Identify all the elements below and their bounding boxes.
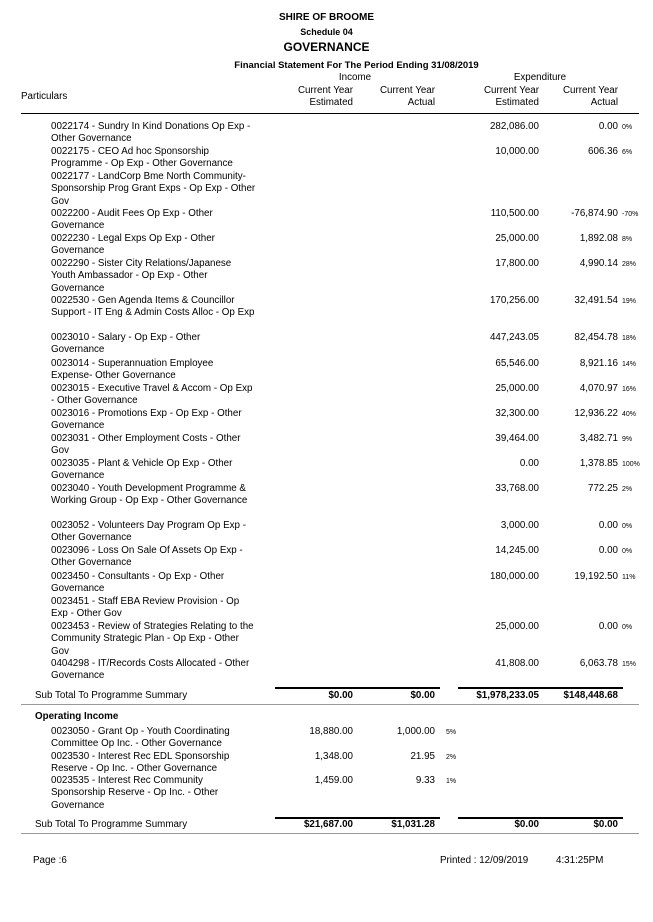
row-description: 0023535 - Interest Rec Community Sponsorship Reserve - Op Inc. - Other Governance [51, 775, 219, 811]
row-description: 0023010 - Salary - Op Exp - Other Governance [51, 332, 201, 356]
row-inc-percent: 2% [446, 754, 457, 761]
header-rule [21, 113, 639, 114]
statement-title: Financial Statement For The Period Ending 31/08/2019 [234, 60, 479, 71]
row-exp-percent: 19% [622, 298, 637, 305]
inc-act-header-1: Current Year [379, 85, 435, 96]
row-exp-actual: 0.00 [598, 520, 618, 531]
row-inc-actual: 9.33 [415, 775, 435, 786]
subtotal1-inc-est: $0.00 [328, 690, 353, 701]
exp-est-header-1: Current Year [483, 85, 539, 96]
row-exp-percent: 40% [622, 411, 637, 418]
row-exp-estimated: 180,000.00 [489, 571, 539, 582]
row-exp-percent: 6% [622, 149, 633, 156]
row-description: 0023031 - Other Employment Costs - Other Gov [51, 433, 241, 457]
row-description: 0023050 - Grant Op - Youth Coordinating Committee Op Inc. - Other Governance [51, 726, 230, 750]
subtotal2-exp-act: $0.00 [593, 819, 618, 830]
row-exp-estimated: 110,500.00 [490, 208, 539, 219]
row-exp-actual: 0.00 [598, 621, 618, 632]
row-exp-actual: 19,192.50 [574, 571, 618, 582]
row-exp-percent: 0% [622, 523, 633, 530]
subtotal1-exp-act: $148,448.68 [563, 690, 618, 701]
income-header: Income [338, 72, 372, 83]
row-exp-percent: 0% [622, 124, 633, 131]
subtotal1-label: Sub Total To Programme Summary [35, 690, 188, 701]
subtotal1-inc-act: $0.00 [410, 690, 435, 701]
subtotal2-inc-act: $1,031.28 [391, 819, 435, 830]
row-exp-actual: 1,892.08 [579, 233, 618, 244]
org-name: SHIRE OF BROOME [278, 12, 374, 23]
row-exp-estimated: 282,086.00 [489, 121, 539, 132]
row-description: 0023015 - Executive Travel & Accom - Op Exp - Other Governance [51, 383, 253, 407]
row-description: 0023052 - Volunteers Day Program Op Exp - Other Governance [51, 520, 246, 544]
subtotal1-expense-rule [458, 687, 623, 689]
row-inc-estimated: 1,459.00 [314, 775, 353, 786]
row-inc-actual: 21.95 [410, 751, 435, 762]
row-exp-estimated: 447,243.05 [489, 332, 539, 343]
subtotal2-label: Sub Total To Programme Summary [35, 819, 188, 830]
row-exp-percent: 0% [622, 624, 633, 631]
row-description: 0022175 - CEO Ad hoc Sponsorship Programme - Op Exp - Other Governance [51, 146, 233, 170]
row-description: 0022174 - Sundry In Kind Donations Op Exp - Other Governance [51, 121, 251, 145]
exp-act-header-2: Actual [590, 97, 618, 108]
row-exp-percent: 15% [622, 661, 637, 668]
row-description: 0023016 - Promotions Exp - Op Exp - Other Governance [51, 408, 242, 432]
subtotal2-exp-est: $0.00 [514, 819, 539, 830]
row-exp-actual: 82,454.78 [574, 332, 618, 343]
expenditure-header: Expenditure [513, 72, 567, 83]
row-description: 0023453 - Review of Strategies Relating to the Community Strategic Plan - Op Exp - Other Gov [51, 621, 254, 657]
row-exp-estimated: 3,000.00 [500, 520, 539, 531]
printed-time: 4:31:25PM [556, 855, 604, 866]
subtotal1-income-rule [275, 687, 440, 689]
row-exp-percent: 8% [622, 236, 633, 243]
row-description: 0023096 - Loss On Sale Of Assets Op Exp - Other Governance [51, 545, 243, 569]
printed-date: Printed : 12/09/2019 [440, 855, 529, 866]
program-title: GOVERNANCE [283, 40, 370, 54]
page-number: Page :6 [33, 855, 67, 866]
inc-est-header-1: Current Year [297, 85, 353, 96]
subtotal2-inc-est: $21,687.00 [303, 819, 353, 830]
subtotal2-rule [21, 833, 639, 834]
row-exp-actual: 32,491.54 [574, 295, 618, 306]
row-exp-actual: 8,921.16 [579, 358, 618, 369]
row-description: 0023530 - Interest Rec EDL Sponsorship Reserve - Op Inc. - Other Governance [51, 751, 230, 775]
row-description: 0022290 - Sister City Relations/Japanese Youth Ambassador - Op Exp - Other Governance [51, 258, 232, 294]
row-exp-estimated: 33,768.00 [495, 483, 539, 494]
row-exp-percent: -70% [622, 211, 639, 218]
row-exp-actual: 772.25 [588, 483, 618, 494]
row-inc-estimated: 1,348.00 [314, 751, 353, 762]
row-description: 0023040 - Youth Development Programme & Working Group - Op Exp - Other Governance [51, 483, 248, 507]
operating-income-heading: Operating Income [35, 711, 119, 722]
row-exp-percent: 18% [622, 335, 637, 342]
row-exp-percent: 11% [622, 574, 636, 581]
exp-act-header-1: Current Year [562, 85, 618, 96]
row-exp-actual: 12,936.22 [574, 408, 618, 419]
row-inc-actual: 1,000.00 [396, 726, 435, 737]
row-exp-actual: 0.00 [598, 545, 618, 556]
row-exp-estimated: 25,000.00 [495, 621, 539, 632]
exp-est-header-2: Estimated [495, 97, 539, 108]
row-exp-estimated: 10,000.00 [495, 146, 539, 157]
row-exp-actual: 6,063.78 [579, 658, 618, 669]
row-inc-estimated: 18,880.00 [309, 726, 353, 737]
row-exp-percent: 14% [622, 361, 637, 368]
particulars-header: Particulars [21, 91, 68, 102]
inc-est-header-2: Estimated [309, 97, 353, 108]
row-exp-estimated: 65,546.00 [495, 358, 539, 369]
row-exp-estimated: 39,464.00 [495, 433, 539, 444]
row-exp-actual: 606.36 [588, 146, 618, 157]
row-exp-actual: 0.00 [598, 121, 618, 132]
inc-act-header-2: Actual [407, 97, 435, 108]
subtotal1-exp-est: $1,978,233.05 [476, 690, 539, 701]
row-description: 0022177 - LandCorp Bme North Community-Sponsorship Prog Grant Exps - Op Exp - Other Gov [51, 171, 256, 207]
row-exp-percent: 2% [622, 486, 633, 493]
row-description: 0404298 - IT/Records Costs Allocated - Other Governance [51, 658, 250, 682]
row-exp-estimated: 0.00 [519, 458, 539, 469]
row-exp-percent: 28% [622, 261, 637, 268]
row-exp-actual: 4,990.14 [579, 258, 618, 269]
row-exp-estimated: 25,000.00 [495, 383, 539, 394]
row-exp-actual: -76,874.90 [571, 208, 618, 219]
row-description: 0023035 - Plant & Vehicle Op Exp - Other Governance [51, 458, 233, 482]
row-exp-estimated: 170,256.00 [489, 295, 539, 306]
row-exp-actual: 1,378.85 [579, 458, 618, 469]
schedule-label: Schedule 04 [300, 27, 353, 37]
row-exp-percent: 9% [622, 436, 633, 443]
row-exp-percent: 16% [622, 386, 637, 393]
row-description: 0022230 - Legal Exps Op Exp - Other Governance [51, 233, 215, 257]
row-description: 0023014 - Superannuation Employee Expense- Other Governance [51, 358, 214, 382]
row-inc-percent: 1% [446, 778, 457, 785]
row-description: 0022200 - Audit Fees Op Exp - Other Governance [51, 208, 213, 232]
row-exp-estimated: 41,808.00 [495, 658, 539, 669]
row-inc-percent: 5% [446, 729, 457, 736]
row-exp-estimated: 32,300.00 [495, 408, 539, 419]
row-exp-percent: 100% [622, 461, 640, 468]
row-exp-estimated: 14,245.00 [495, 545, 539, 556]
row-description: 0023451 - Staff EBA Review Provision - Op Exp - Other Gov [51, 596, 240, 620]
row-exp-actual: 3,482.71 [579, 433, 618, 444]
subtotal1-rule [21, 704, 639, 705]
row-exp-percent: 0% [622, 548, 633, 555]
row-exp-estimated: 25,000.00 [495, 233, 539, 244]
row-exp-estimated: 17,800.00 [495, 258, 539, 269]
row-description: 0023450 - Consultants - Op Exp - Other Governance [51, 571, 225, 595]
row-exp-actual: 4,070.97 [579, 383, 618, 394]
row-description: 0022530 - Gen Agenda Items & Councillor Support - IT Eng & Admin Costs Alloc - Op Exp [51, 295, 255, 319]
